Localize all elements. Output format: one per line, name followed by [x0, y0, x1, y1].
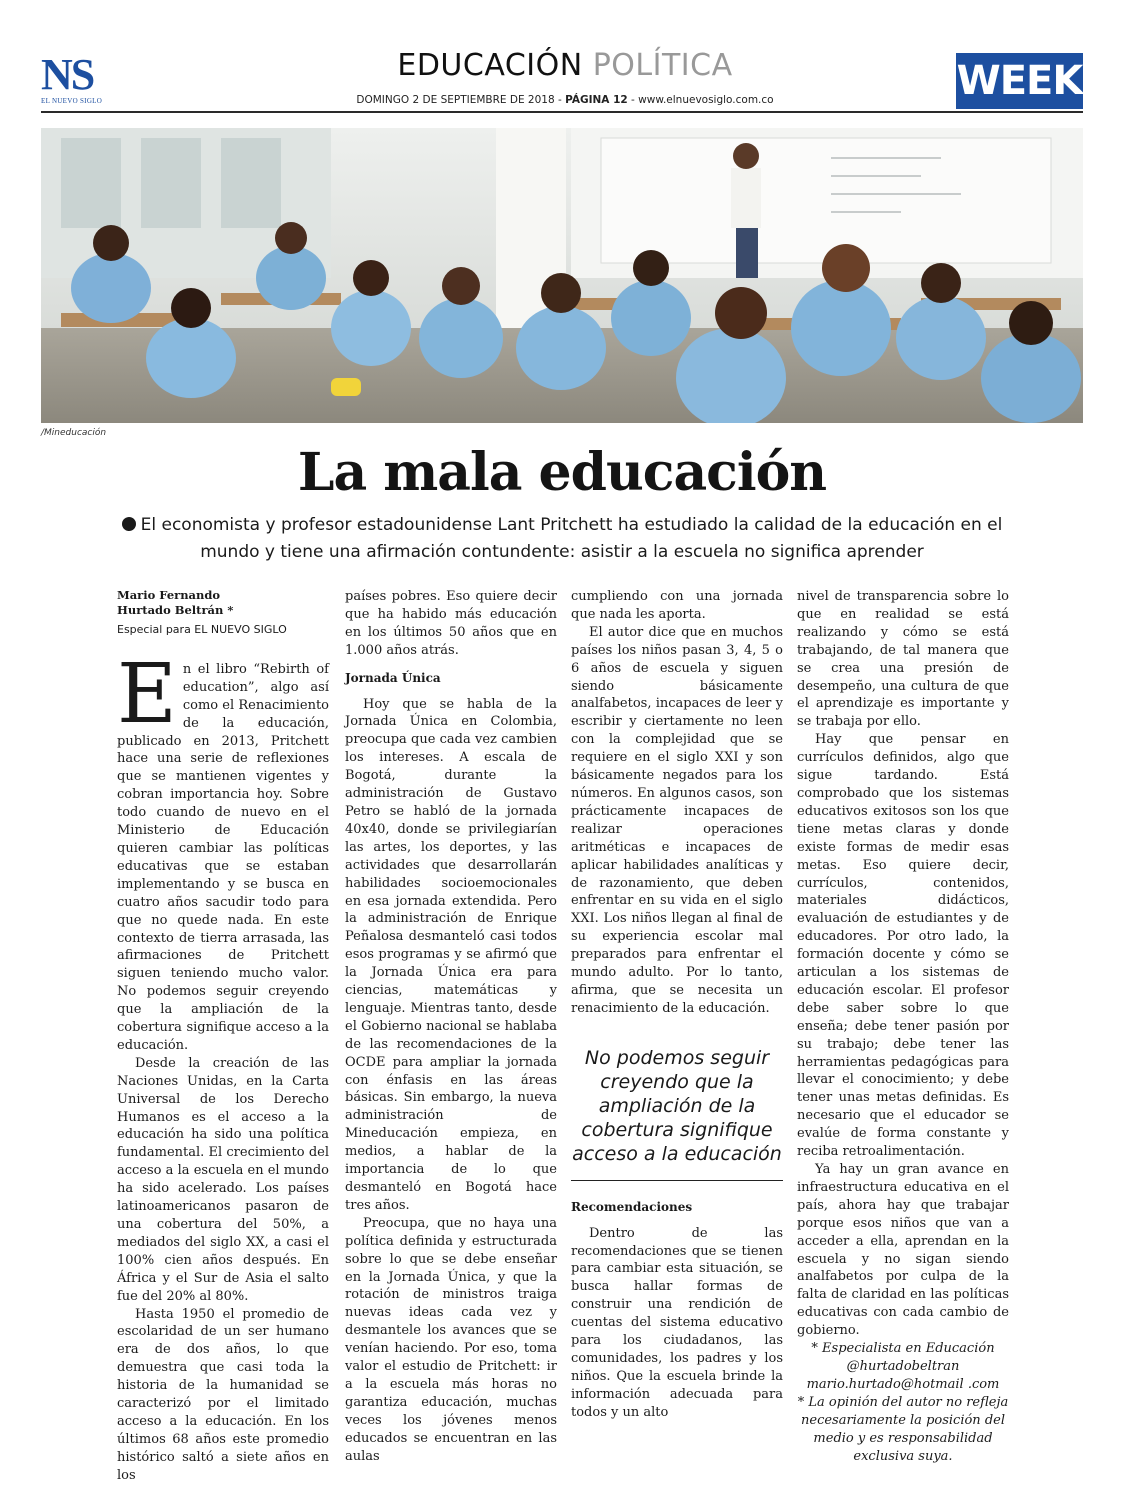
paragraph: Hasta 1950 el promedio de escolaridad de un ser humano era de dos años, lo que demuestra que casi toda la historia de la humanidad se caracterizó por el limitado acceso a la educación. En los últimos 68 años este promedio histórico saltó a siete años en los	[117, 1306, 329, 1483]
column-1	[117, 588, 329, 1485]
paragraph: nivel de transparencia sobre lo que en realidad se está realizando y cómo se está trabajando, de tal manera que se crea una presión de desempeño, una cultura de que el aprendizaje es importante y se trabaja por ello.	[797, 589, 1009, 730]
author-line-2: Hurtado Beltrán *	[117, 603, 234, 617]
subhead-recomendaciones: Recomendaciones	[571, 1199, 693, 1214]
paragraph-text: n el libro “Rebirth of education”, algo así como el Renacimiento de la educación, publicado en 2013, Pritchett hace una serie de reflexiones que se mantienen vigentes y cobran importancia hoy. Sobre todo cuando de nuevo en el Ministerio de Educación quieren cambiar las políticas educativas que se estaban implementando y se busca en cuatro años sacudir todo para que no quede nada. En este contexto de tierra arrasada, las afirmaciones de Pritchett siguen teniendo mucho valor. No podemos seguir creyendo que la ampliación de la cobertura signifique acceso a la educación.	[117, 661, 329, 1053]
column-3	[571, 588, 783, 1422]
logo-subtitle: EL NUEVO SIGLO	[41, 97, 103, 105]
footnotes	[797, 1340, 1009, 1465]
column-4	[797, 588, 1009, 1465]
author-line-1: Mario Fernando	[117, 588, 221, 602]
author-name	[117, 588, 329, 618]
paragraph: Hoy que se habla de la Jornada Única en Colombia, preocupa que cada vez cambien los intereses. A escala de Bogotá, durante la administración de Gustavo Petro se habló de la jornada 40x40, donde se privilegiarían las artes, los deportes, y las actividades que desarrollarán habilidades socioemocionales en esa jornada extendida. Pero la administración de Enrique Peñalosa desmanteló casi todos esos programas y se afirmó que la Jornada Única era para ciencias, matemáticas y lenguaje. Mientras tanto, desde el Gobierno nacional se hablaba de las recomendaciones de la OCDE para ampliar la jornada con énfasis en las áreas básicas. Sin embargo, la nueva administración de Mineducación empieza, en medios, a hablar de la importancia de lo que desmanteló en Bogotá hace tres años.	[345, 696, 557, 1213]
deck	[120, 512, 1004, 566]
week-badge: WEEK	[956, 53, 1083, 109]
classroom-photo	[41, 128, 1083, 423]
paragraph	[117, 646, 329, 1055]
header-rule	[41, 111, 1083, 113]
subhead-jornada-unica: Jornada Única	[345, 670, 441, 685]
page-number: PÁGINA 12	[565, 94, 628, 106]
paragraph: Dentro de las recomendaciones que se tienen para cambiar esta situación, se busca hallar formas de construir una rendición de cuentas del sistema educativo para los ciudadanos, las comunidades, los padres y los niños. Que la escuela brinde la información adecuada para todos y un alto	[571, 1225, 783, 1420]
column-2	[345, 588, 557, 1466]
pull-quote: No podemos seguir creyendo que la ampliación de la cobertura signifique acceso a la educación	[571, 1036, 783, 1181]
dateline-date: DOMINGO 2 DE SEPTIEMBRE DE 2018 -	[356, 94, 566, 106]
section-title	[330, 48, 800, 83]
paragraph: Hay que pensar en currículos definidos, algo que sigue tardando. Está comprobado que los sistemas educativos exitosos son los que tiene metas claras y donde existe formas de medir esas metas. Eso quiere decir, currículos, contenidos, materiales didácticos, evaluación de estudiantes y de educadores. Por otro lado, la formación docente y cómo se articulan a los sistemas de educación escolar. El profesor debe saber sobre lo que enseña; debe tener pasión por su trabajo; debe tener las herramientas pedagógicas para llevar el conocimiento; y debe tener unas metas definidas. Es necesario que el educador se evalúe de forma constante y reciba retroalimentación.	[797, 732, 1009, 1160]
section-main: EDUCACIÓN	[397, 48, 583, 83]
dateline	[300, 94, 830, 106]
drop-cap: E	[117, 646, 177, 742]
photo-credit: /Mineducación	[41, 428, 107, 438]
classroom-photo-illustration	[41, 128, 1083, 423]
footnote-disclaimer: * La opinión del autor no refleja necesariamente la posición del medio y es responsabilidad exclusiva suya.	[797, 1394, 1009, 1464]
deck-text: El economista y profesor estadounidense Lant Pritchett ha estudiado la calidad de la educación en el mundo y tiene una afirmación contundente: asistir a la escuela no significa aprender	[140, 515, 1003, 562]
footnote-contact: @hurtadobeltran mario.hurtado@hotmail .com	[806, 1358, 1000, 1392]
dateline-url: - www.elnuevosiglo.com.co	[627, 94, 774, 106]
paragraph: países pobres. Eso quiere decir que ha habido más educación en los últimos 50 años que en 1.000 años atrás.	[345, 589, 557, 658]
headline: La mala educación	[297, 442, 827, 503]
paragraph: Ya hay un gran avance en infraestructura educativa en el país, ahora hay que trabajar porque esos niños que van a acceder a ella, aprendan en la escuela y no sigan siendo analfabetos por culpa de la falta de claridad en las políticas educativas con cada cambio de gobierno.	[797, 1162, 1009, 1339]
author-credit: Especial para EL NUEVO SIGLO	[117, 623, 287, 636]
footnote-specialist: * Especialista en Educación	[811, 1341, 995, 1357]
logo-mark: NS	[41, 50, 94, 99]
newspaper-logo	[41, 50, 103, 109]
section-sub: POLÍTICA	[592, 48, 733, 83]
paragraph: El autor dice que en muchos países los niños pasan 3, 4, 5 o 6 años de escuela y siguen siendo básicamente analfabetos, incapaces de leer y escribir y ciertamente no leen con la complejidad que se requiere en el siglo XXI y son básicamente negados para los números. En algunos casos, son prácticamente incapaces de realizar operaciones aritméticas e incapaces de aplicar habilidades analíticas y de razonamiento, que deben enfrentar en su vida en el siglo XXI. Los niños llegan al final de su experiencia escolar mal preparados para enfrentar el mundo adulto. Por lo tanto, afirma, que se necesita un renacimiento de la educación.	[571, 624, 783, 1016]
paragraph: cumpliendo con una jornada que nada les aporta.	[571, 589, 783, 622]
paragraph: Desde la creación de las Naciones Unidas, en la Carta Universal de los Derecho Humanos es el acceso a la educación ha sido una política fundamental. El crecimiento del acceso a la escuela en el mundo ha sido acelerado. Los países latinoamericanos pasaron de una cobertura del 50%, a mediados del siglo XX, a casi el 100% cien años después. En África y el Sur de Asia el salto fue del 20% al 80%.	[117, 1055, 329, 1304]
bullet-icon	[122, 517, 136, 531]
paragraph: Preocupa, que no haya una política definida y estructurada sobre lo que se debe enseñar en la Jornada Única, y que la rotación de ministros traiga nuevas ideas cada vez y desmantele los avances que se venían haciendo. Por eso, toma valor el estudio de Pritchett: ir a la escuela más horas no garantiza educación, muchas veces los jóvenes menos educados se encuentran en las aulas	[345, 1215, 557, 1464]
